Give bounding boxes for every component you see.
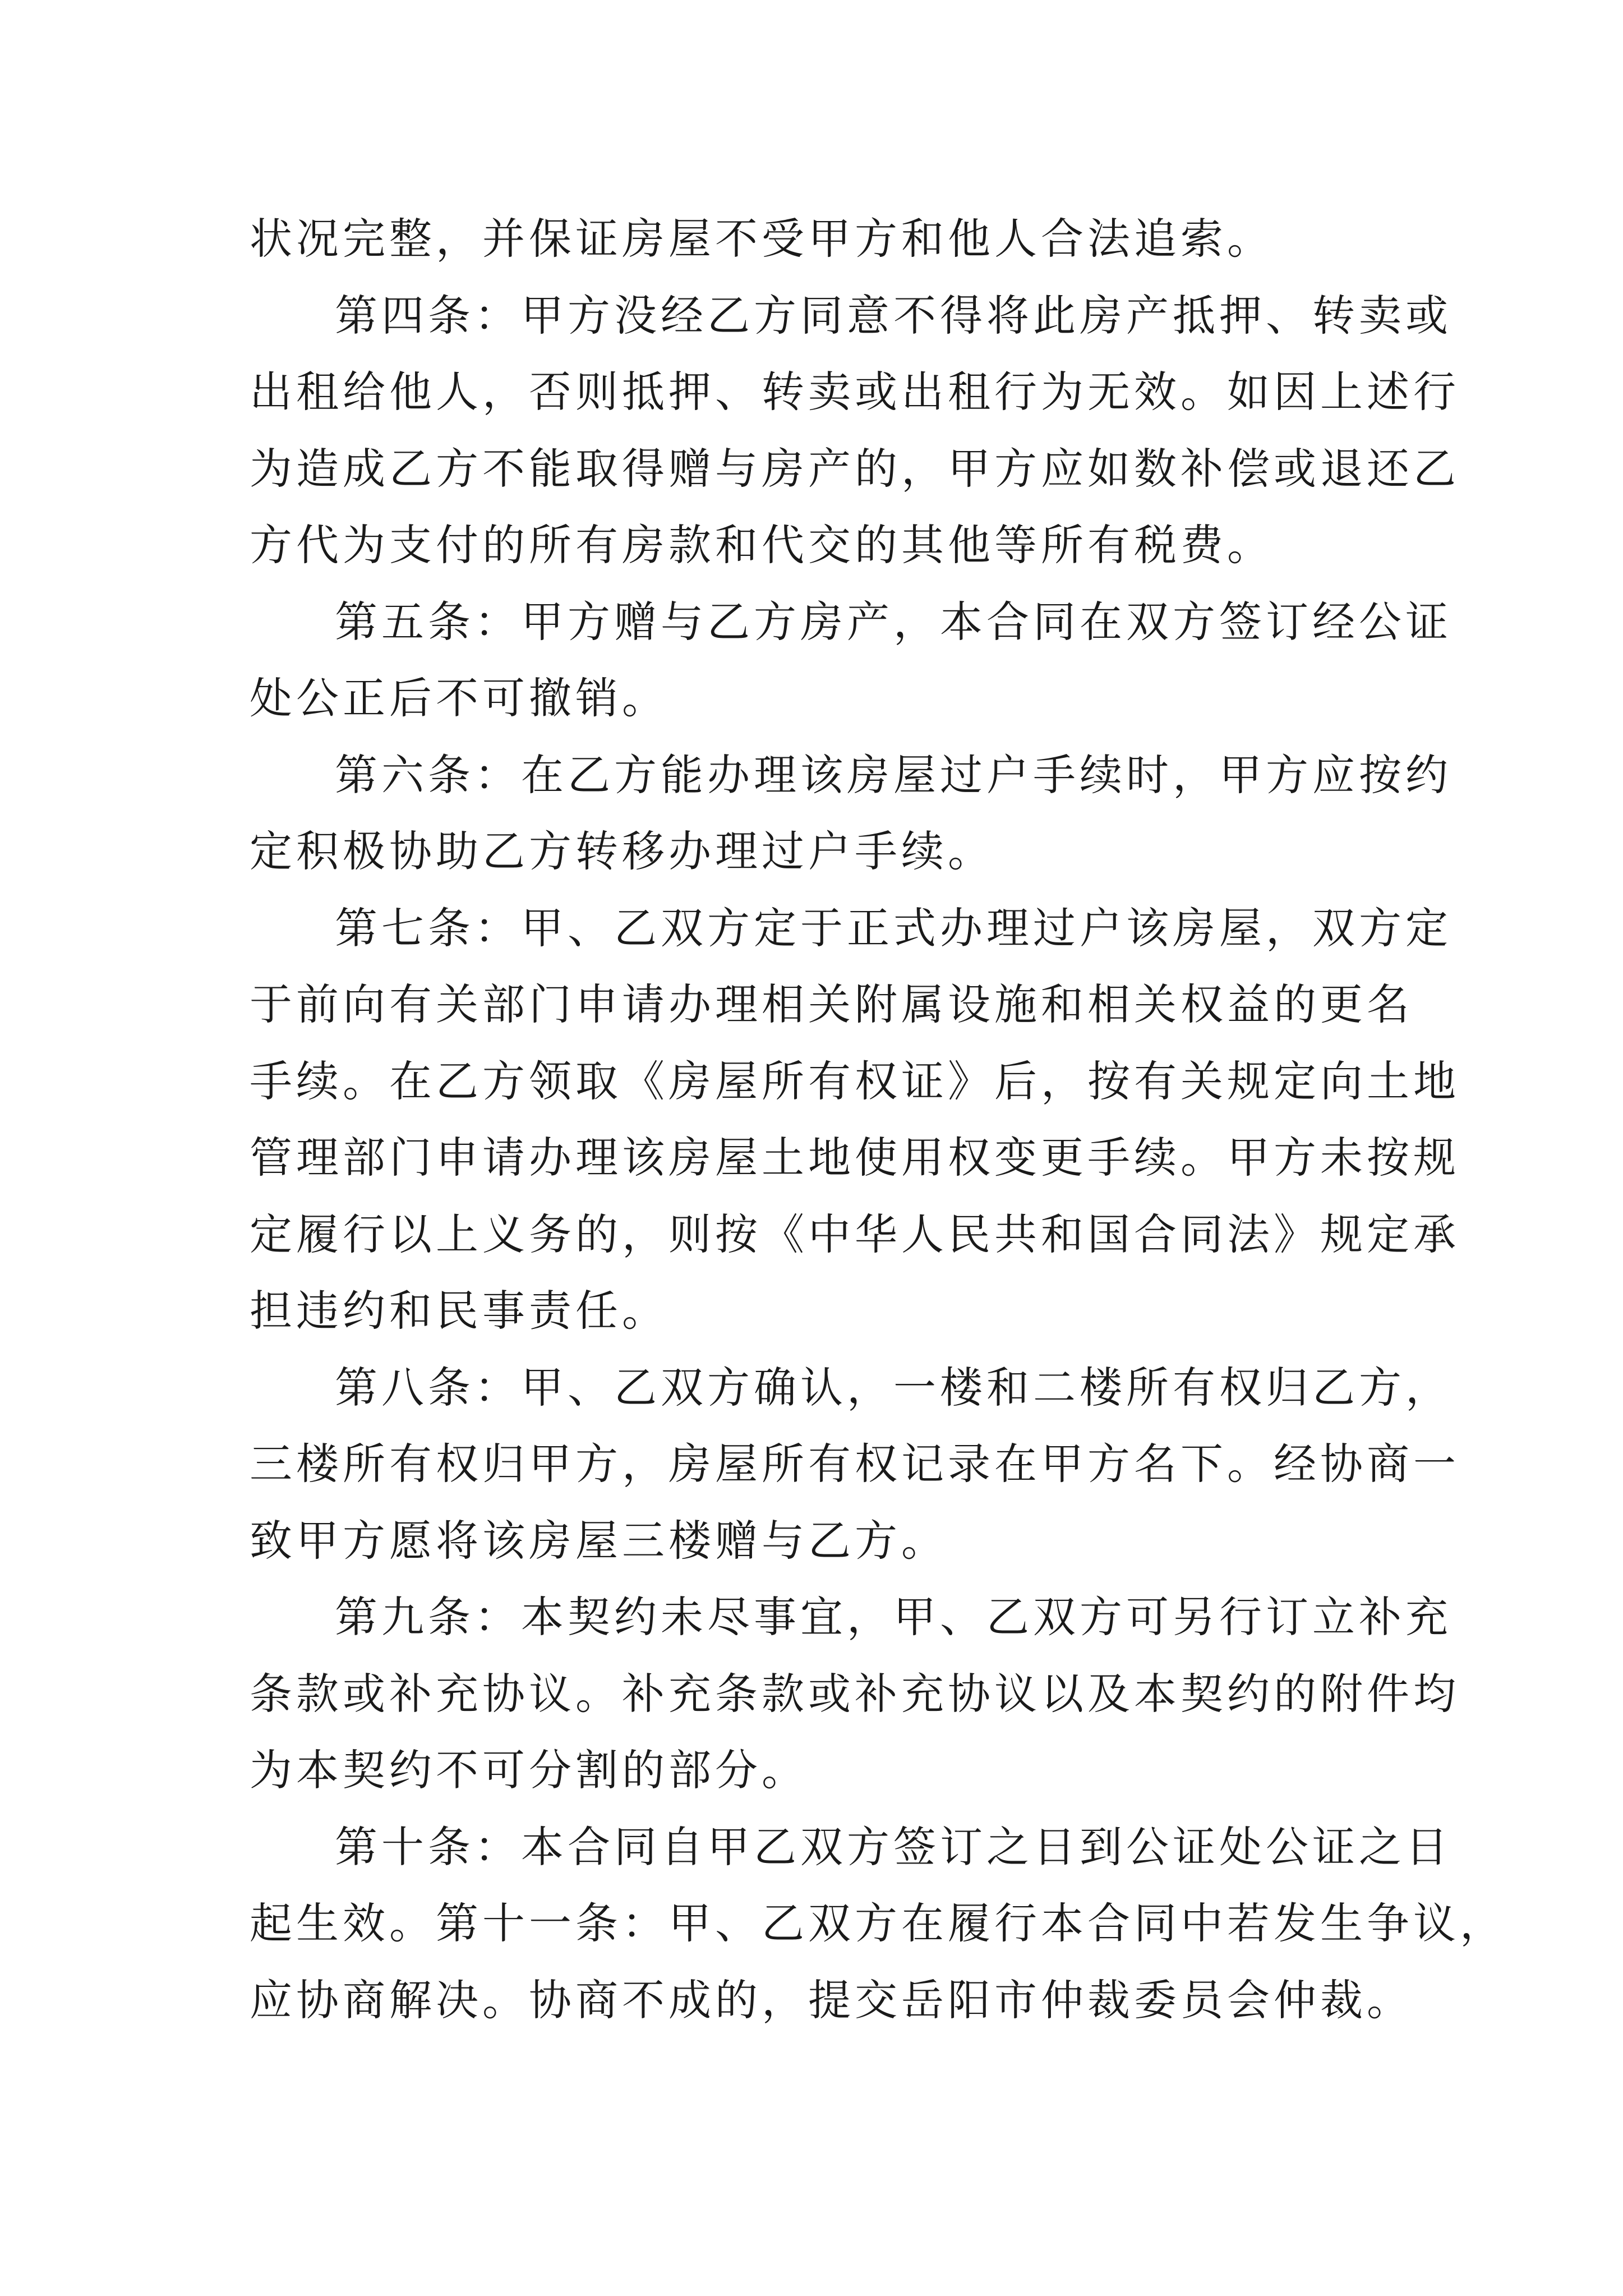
text-line: 第五条：甲方赠与乙方房产，本合同在双方签订经公证 [335,596,1452,647]
text-line: 第四条：甲方没经乙方同意不得将此房产抵押、转卖或 [335,290,1452,341]
text-line: 起生效。第十一条：甲、乙双方在履行本合同中若发生争议， [250,1898,1506,1948]
text-line: 三楼所有权归甲方，房屋所有权记录在甲方名下。经协商一 [250,1439,1460,1489]
text-line: 应协商解决。协商不成的，提交岳阳市仲裁委员会仲裁。 [250,1975,1413,2025]
text-line: 定积极协助乙方转移办理过户手续。 [250,826,994,876]
contract-body [250,201,1506,2039]
text-line: 第七条：甲、乙双方定于正式办理过户该房屋，双方定 [335,903,1452,953]
text-line: 第十条：本合同自甲乙双方签订之日到公证处公证之日 [335,1821,1452,1872]
text-line: 致甲方愿将该房屋三楼赠与乙方。 [250,1515,948,1566]
text-line: 手续。在乙方领取《房屋所有权证》后，按有关规定向土地 [250,1056,1460,1106]
text-line: 第六条：在乙方能办理该房屋过户手续时，甲方应按约 [335,749,1452,800]
text-line: 处公正后不可撤销。 [250,673,668,723]
text-line: 状况完整，并保证房屋不受甲方和他人合法追索。 [250,214,1274,264]
text-line: 条款或补充协议。补充条款或补充协议以及本契约的附件均 [250,1668,1460,1719]
text-line: 定履行以上义务的，则按《中华人民共和国合同法》规定承 [250,1209,1460,1259]
text-line: 第九条：本契约未尽事宜，甲、乙双方可另行订立补充 [335,1592,1452,1642]
text-line: 管理部门申请办理该房屋土地使用权变更手续。甲方未按规 [250,1133,1460,1182]
text-line: 出租给他人，否则抵押、转卖或出租行为无效。如因上述行 [250,367,1460,417]
text-line: 为造成乙方不能取得赠与房产的，甲方应如数补偿或退还乙 [250,443,1460,494]
text-line: 为本契约不可分割的部分。 [250,1745,808,1795]
text-line: 第八条：甲、乙双方确认，一楼和二楼所有权归乙方， [335,1362,1452,1412]
text-line: 担违约和民事责任。 [250,1286,668,1336]
text-line: 于前向有关部门申请办理相关附属设施和相关权益的更名 [250,979,1413,1029]
text-line: 方代为支付的所有房款和代交的其他等所有税费。 [250,520,1274,570]
